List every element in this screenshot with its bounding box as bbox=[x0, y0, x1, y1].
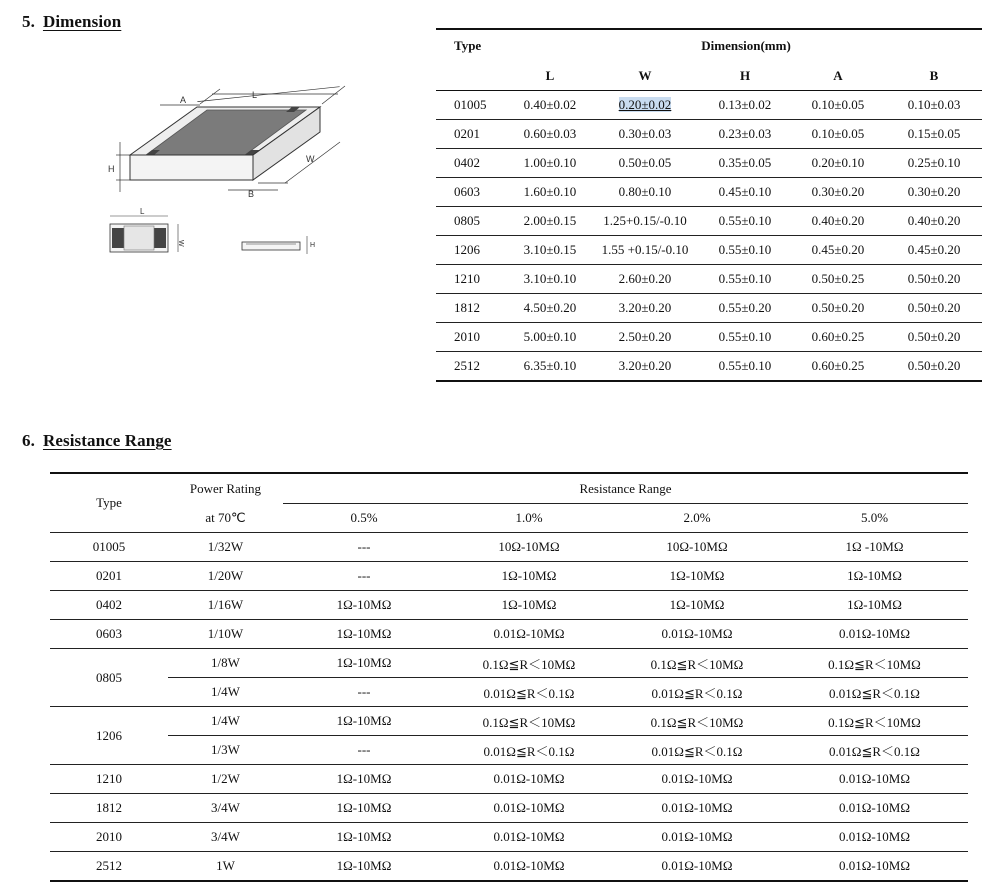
dimension-value: 1.00±0.10 bbox=[523, 155, 577, 170]
tolerance-header: 2.0% bbox=[683, 510, 711, 525]
resistance-row bbox=[50, 591, 968, 620]
dimension-type-cell: 2010 bbox=[436, 323, 510, 352]
dimension-value: 0.20±0.02 bbox=[618, 97, 672, 112]
dimension-value: 0.40±0.20 bbox=[907, 213, 961, 228]
dimension-row bbox=[436, 294, 982, 323]
dimension-cell-W bbox=[590, 352, 700, 382]
power-rating-cell: 1/4W bbox=[168, 707, 283, 736]
dimension-value: 0.10±0.05 bbox=[811, 97, 865, 112]
resistance-range-cell: 0.01Ω-10MΩ bbox=[613, 765, 781, 794]
svg-text:W: W bbox=[177, 240, 184, 247]
dimension-value: 2.00±0.15 bbox=[523, 213, 577, 228]
power-rating-cell: 1/16W bbox=[168, 591, 283, 620]
resistance-row bbox=[50, 707, 968, 736]
dimension-cell-W bbox=[590, 207, 700, 236]
resistance-range-cell: 0.01Ω-10MΩ bbox=[781, 823, 968, 852]
resistance-range-cell: 1Ω-10MΩ bbox=[781, 562, 968, 591]
dimension-value: 2.50±0.20 bbox=[618, 329, 672, 344]
dimension-value: 0.20±0.10 bbox=[811, 155, 865, 170]
resistance-range-cell: 1Ω-10MΩ bbox=[283, 823, 445, 852]
resistance-range-cell: 1Ω-10MΩ bbox=[283, 852, 445, 882]
dimension-table bbox=[436, 28, 982, 382]
dimension-col-header: L bbox=[545, 67, 555, 83]
dimension-cell-A bbox=[790, 265, 886, 294]
dimension-cell-B bbox=[886, 236, 982, 265]
resistance-row bbox=[50, 794, 968, 823]
resistance-range-cell: --- bbox=[283, 562, 445, 591]
resistance-range-cell: 0.01Ω-10MΩ bbox=[781, 765, 968, 794]
dimension-cell-H bbox=[700, 352, 790, 382]
dimension-cell-A bbox=[790, 149, 886, 178]
dimension-type-cell: 0805 bbox=[436, 207, 510, 236]
dimension-cell-B bbox=[886, 120, 982, 149]
power-rating-cell: 3/4W bbox=[168, 823, 283, 852]
resistance-type-cell: 1210 bbox=[50, 765, 168, 794]
dimension-value: 0.35±0.05 bbox=[718, 155, 772, 170]
dimension-cell-A bbox=[790, 120, 886, 149]
power-rating-header: Power Rating bbox=[168, 473, 283, 504]
dimension-value: 0.55±0.10 bbox=[718, 358, 772, 373]
dimension-value: 6.35±0.10 bbox=[523, 358, 577, 373]
power-rating-cell: 3/4W bbox=[168, 794, 283, 823]
dimension-value: 0.45±0.20 bbox=[907, 242, 961, 257]
resistance-range-cell: 1Ω-10MΩ bbox=[445, 591, 613, 620]
dimension-cell-H bbox=[700, 207, 790, 236]
resistance-range-cell: 1Ω-10MΩ bbox=[613, 591, 781, 620]
dimension-cell-A bbox=[790, 91, 886, 120]
dimension-cell-B bbox=[886, 149, 982, 178]
resistance-range-cell: 0.01Ω≦R＜0.1Ω bbox=[613, 736, 781, 765]
dimension-row bbox=[436, 120, 982, 149]
dimension-row bbox=[436, 323, 982, 352]
resistance-range-cell: --- bbox=[283, 533, 445, 562]
dimension-value: 3.20±0.20 bbox=[618, 300, 672, 315]
resistance-range-cell: 0.1Ω≦R＜10MΩ bbox=[445, 707, 613, 736]
resistance-range-cell: 1Ω-10MΩ bbox=[283, 794, 445, 823]
resistance-range-cell: --- bbox=[283, 678, 445, 707]
resistance-range-cell: 0.01Ω-10MΩ bbox=[781, 852, 968, 882]
section-number: 5. bbox=[22, 12, 35, 31]
dimension-value: 0.30±0.20 bbox=[907, 184, 961, 199]
tolerance-header: 0.5% bbox=[350, 510, 378, 525]
dimension-value: 0.13±0.02 bbox=[718, 97, 772, 112]
dimension-cell-L bbox=[510, 352, 590, 382]
dimension-type-cell: 1812 bbox=[436, 294, 510, 323]
dimension-value: 0.50±0.20 bbox=[811, 300, 865, 315]
dimension-value: 0.45±0.20 bbox=[811, 242, 865, 257]
dimension-cell-W bbox=[590, 120, 700, 149]
resistance-range-cell: 10Ω-10MΩ bbox=[445, 533, 613, 562]
dimension-cell-H bbox=[700, 236, 790, 265]
svg-text:H: H bbox=[310, 242, 316, 249]
dimension-row bbox=[436, 149, 982, 178]
dimension-row bbox=[436, 352, 982, 382]
dimension-cell-H bbox=[700, 294, 790, 323]
resistance-range-cell: 1Ω-10MΩ bbox=[283, 649, 445, 678]
dimension-value: 0.50±0.20 bbox=[907, 300, 961, 315]
dimension-cell-H bbox=[700, 120, 790, 149]
tolerance-header: 5.0% bbox=[860, 510, 889, 525]
dimension-table-body bbox=[436, 91, 982, 382]
dimension-cell-L bbox=[510, 149, 590, 178]
resistance-range-cell: 1Ω-10MΩ bbox=[283, 591, 445, 620]
resistance-range-table bbox=[50, 472, 968, 882]
resistance-range-cell: 1Ω -10MΩ bbox=[781, 533, 968, 562]
dimension-type-cell: 0402 bbox=[436, 149, 510, 178]
label-B: B bbox=[248, 189, 255, 199]
dimension-value: 0.55±0.10 bbox=[718, 213, 772, 228]
resistance-row bbox=[50, 823, 968, 852]
dimension-col-header: A bbox=[833, 67, 843, 83]
resistance-range-cell: 0.01Ω≦R＜0.1Ω bbox=[781, 736, 968, 765]
resistance-range-cell: 0.1Ω≦R＜10MΩ bbox=[613, 707, 781, 736]
dimension-value: 0.55±0.10 bbox=[718, 242, 772, 257]
dimension-type-cell: 2512 bbox=[436, 352, 510, 382]
dimension-cell-L bbox=[510, 236, 590, 265]
dimension-cell-H bbox=[700, 178, 790, 207]
resistance-range-cell: 0.01Ω-10MΩ bbox=[613, 794, 781, 823]
power-rating-cell: 1/32W bbox=[168, 533, 283, 562]
dimension-cell-L bbox=[510, 207, 590, 236]
dimension-type-cell: 01005 bbox=[436, 91, 510, 120]
resistance-range-cell: --- bbox=[283, 736, 445, 765]
dimension-value: 0.60±0.03 bbox=[523, 126, 577, 141]
dimension-row bbox=[436, 178, 982, 207]
label-L: L bbox=[252, 90, 258, 100]
resistance-type-cell: 1812 bbox=[50, 794, 168, 823]
section-title: Resistance Range bbox=[42, 431, 172, 450]
resistance-type-cell: 0402 bbox=[50, 591, 168, 620]
power-rating-cell: 1/2W bbox=[168, 765, 283, 794]
dimension-value: 0.55±0.10 bbox=[718, 329, 772, 344]
dimension-cell-L bbox=[510, 120, 590, 149]
dimension-value: 0.80±0.10 bbox=[618, 184, 672, 199]
power-rating-cell: 1/8W bbox=[168, 649, 283, 678]
resistance-range-cell: 0.01Ω-10MΩ bbox=[613, 852, 781, 882]
dimension-cell-A bbox=[790, 178, 886, 207]
resistance-range-cell: 1Ω-10MΩ bbox=[283, 707, 445, 736]
dimension-cell-B bbox=[886, 352, 982, 382]
dimension-value: 0.50±0.20 bbox=[907, 358, 961, 373]
resistance-type-cell: 0805 bbox=[50, 649, 168, 707]
tolerance-header: 1.0% bbox=[515, 510, 543, 525]
resistance-type-cell: 01005 bbox=[50, 533, 168, 562]
dimension-value: 0.50±0.20 bbox=[907, 329, 961, 344]
dimension-cell-B bbox=[886, 178, 982, 207]
label-H: H bbox=[108, 164, 115, 174]
section-number: 6. bbox=[22, 431, 35, 450]
resistance-row bbox=[50, 736, 968, 765]
resistance-range-cell: 0.01Ω-10MΩ bbox=[445, 620, 613, 649]
resistance-range-cell: 0.01Ω-10MΩ bbox=[781, 620, 968, 649]
dimension-value: 0.45±0.10 bbox=[718, 184, 772, 199]
dimension-cell-A bbox=[790, 352, 886, 382]
dimension-value: 0.50±0.05 bbox=[618, 155, 672, 170]
dimension-row bbox=[436, 265, 982, 294]
resistance-range-cell: 0.01Ω-10MΩ bbox=[613, 620, 781, 649]
power-rating-cell: 1/3W bbox=[168, 736, 283, 765]
resistance-row bbox=[50, 620, 968, 649]
dimension-cell-B bbox=[886, 294, 982, 323]
dimension-value: 0.50±0.20 bbox=[907, 271, 961, 286]
dimension-cell-W bbox=[590, 265, 700, 294]
dimension-cell-H bbox=[700, 265, 790, 294]
dimension-value: 3.10±0.15 bbox=[523, 242, 577, 257]
resistance-range-cell: 0.01Ω-10MΩ bbox=[781, 794, 968, 823]
power-rating-cell: 1W bbox=[168, 852, 283, 882]
dimension-col-header: H bbox=[739, 67, 751, 83]
resistance-range-cell: 1Ω-10MΩ bbox=[283, 620, 445, 649]
resistance-row bbox=[50, 562, 968, 591]
dimension-cell-W bbox=[590, 323, 700, 352]
resistance-range-cell: 0.01Ω≦R＜0.1Ω bbox=[445, 678, 613, 707]
section-heading-dimension bbox=[22, 12, 121, 32]
section-title: Dimension bbox=[42, 12, 122, 31]
dimension-value: 1.55 +0.15/-0.10 bbox=[601, 242, 689, 257]
resistance-row bbox=[50, 649, 968, 678]
dimension-cell-A bbox=[790, 207, 886, 236]
resistance-range-cell: 1Ω-10MΩ bbox=[283, 765, 445, 794]
dimension-value: 0.15±0.05 bbox=[907, 126, 961, 141]
dimension-cell-L bbox=[510, 265, 590, 294]
resistance-type-cell: 1206 bbox=[50, 707, 168, 765]
resistance-type-cell: 2010 bbox=[50, 823, 168, 852]
resistance-range-cell: 0.1Ω≦R＜10MΩ bbox=[445, 649, 613, 678]
power-rating-cell: 1/4W bbox=[168, 678, 283, 707]
section-heading-resistance-range bbox=[22, 431, 172, 451]
dimension-value: 3.20±0.20 bbox=[618, 358, 672, 373]
dimension-cell-L bbox=[510, 323, 590, 352]
dimension-value: 0.10±0.05 bbox=[811, 126, 865, 141]
dimension-cell-A bbox=[790, 294, 886, 323]
dimension-type-cell: 1210 bbox=[436, 265, 510, 294]
dimension-cell-W bbox=[590, 236, 700, 265]
resistance-range-cell: 0.01Ω≦R＜0.1Ω bbox=[613, 678, 781, 707]
dimension-cell-H bbox=[700, 323, 790, 352]
resistance-row bbox=[50, 852, 968, 882]
dimension-value: 0.55±0.10 bbox=[718, 271, 772, 286]
dimension-cell-B bbox=[886, 265, 982, 294]
resistance-range-cell: 0.01Ω≦R＜0.1Ω bbox=[445, 736, 613, 765]
dimension-value: 0.55±0.20 bbox=[718, 300, 772, 315]
power-rating-cell: 1/10W bbox=[168, 620, 283, 649]
dimension-value: 0.50±0.25 bbox=[811, 271, 865, 286]
resistance-range-cell: 0.1Ω≦R＜10MΩ bbox=[781, 707, 968, 736]
dimension-cell-H bbox=[700, 149, 790, 178]
dimension-value: 0.30±0.03 bbox=[618, 126, 672, 141]
resistance-range-cell: 1Ω-10MΩ bbox=[781, 591, 968, 620]
resistance-range-cell: 1Ω-10MΩ bbox=[445, 562, 613, 591]
dimension-cell-W bbox=[590, 178, 700, 207]
svg-text:L: L bbox=[140, 207, 145, 216]
resistance-range-cell: 0.01Ω-10MΩ bbox=[613, 823, 781, 852]
dimension-row bbox=[436, 236, 982, 265]
resistance-type-header: Type bbox=[50, 473, 168, 533]
chip-resistor-diagram bbox=[100, 80, 360, 270]
dimension-value: 1.60±0.10 bbox=[523, 184, 577, 199]
power-rating-cell: 1/20W bbox=[168, 562, 283, 591]
resistance-type-cell: 0201 bbox=[50, 562, 168, 591]
dimension-type-header: Type bbox=[436, 29, 510, 61]
resistance-range-cell: 10Ω-10MΩ bbox=[613, 533, 781, 562]
dimension-value: 2.60±0.20 bbox=[618, 271, 672, 286]
resistance-range-cell: 0.1Ω≦R＜10MΩ bbox=[613, 649, 781, 678]
resistance-table-body bbox=[50, 533, 968, 882]
resistance-row bbox=[50, 533, 968, 562]
dimension-col-header: W bbox=[638, 67, 652, 83]
resistance-row bbox=[50, 678, 968, 707]
dimension-value: 5.00±0.10 bbox=[523, 329, 577, 344]
dimension-value: 0.10±0.03 bbox=[907, 97, 961, 112]
dimension-value: 3.10±0.10 bbox=[523, 271, 577, 286]
dimension-value: 0.40±0.20 bbox=[811, 213, 865, 228]
dimension-type-cell: 0603 bbox=[436, 178, 510, 207]
dimension-cell-B bbox=[886, 207, 982, 236]
dimension-value: 0.60±0.25 bbox=[811, 329, 865, 344]
dimension-cell-A bbox=[790, 236, 886, 265]
side-view bbox=[242, 242, 300, 250]
power-rating-temp-header: at 70℃ bbox=[205, 509, 246, 525]
resistance-type-cell: 0603 bbox=[50, 620, 168, 649]
resistance-range-cell: 0.01Ω-10MΩ bbox=[445, 852, 613, 882]
resistance-row bbox=[50, 765, 968, 794]
dimension-value: 0.30±0.20 bbox=[811, 184, 865, 199]
dimension-cell-W bbox=[590, 294, 700, 323]
dimension-value: 0.25±0.10 bbox=[907, 155, 961, 170]
label-W: W bbox=[306, 154, 315, 164]
dimension-cell-W bbox=[590, 91, 700, 120]
resistance-range-cell: 0.01Ω-10MΩ bbox=[445, 765, 613, 794]
resistance-range-cell: 0.01Ω-10MΩ bbox=[445, 794, 613, 823]
dimension-value: 0.23±0.03 bbox=[718, 126, 772, 141]
dimension-value: 4.50±0.20 bbox=[523, 300, 577, 315]
dimension-cell-A bbox=[790, 323, 886, 352]
resistance-range-cell: 0.01Ω-10MΩ bbox=[445, 823, 613, 852]
dimension-cell-B bbox=[886, 91, 982, 120]
dimension-cell-L bbox=[510, 91, 590, 120]
resistance-type-cell: 2512 bbox=[50, 852, 168, 882]
dimension-type-cell: 1206 bbox=[436, 236, 510, 265]
dimension-cell-L bbox=[510, 294, 590, 323]
label-A: A bbox=[180, 95, 187, 105]
dimension-value: 0.60±0.25 bbox=[811, 358, 865, 373]
chip-front-face bbox=[130, 155, 253, 180]
dimension-row bbox=[436, 207, 982, 236]
resistance-range-cell: 0.1Ω≦R＜10MΩ bbox=[781, 649, 968, 678]
dimension-col-header: B bbox=[929, 67, 939, 83]
resistance-range-cell: 1Ω-10MΩ bbox=[613, 562, 781, 591]
dimension-cell-W bbox=[590, 149, 700, 178]
dimension-value: 0.40±0.02 bbox=[523, 97, 577, 112]
dimension-value: 1.25+0.15/-0.10 bbox=[603, 213, 687, 228]
dimension-cell-H bbox=[700, 91, 790, 120]
resistance-range-cell: 0.01Ω≦R＜0.1Ω bbox=[781, 678, 968, 707]
dimension-cell-B bbox=[886, 323, 982, 352]
dimension-row bbox=[436, 91, 982, 120]
dimension-cell-L bbox=[510, 178, 590, 207]
dimension-type-cell: 0201 bbox=[436, 120, 510, 149]
dimension-group-header: Dimension(mm) bbox=[510, 29, 982, 61]
resistance-range-header: Resistance Range bbox=[283, 473, 968, 504]
